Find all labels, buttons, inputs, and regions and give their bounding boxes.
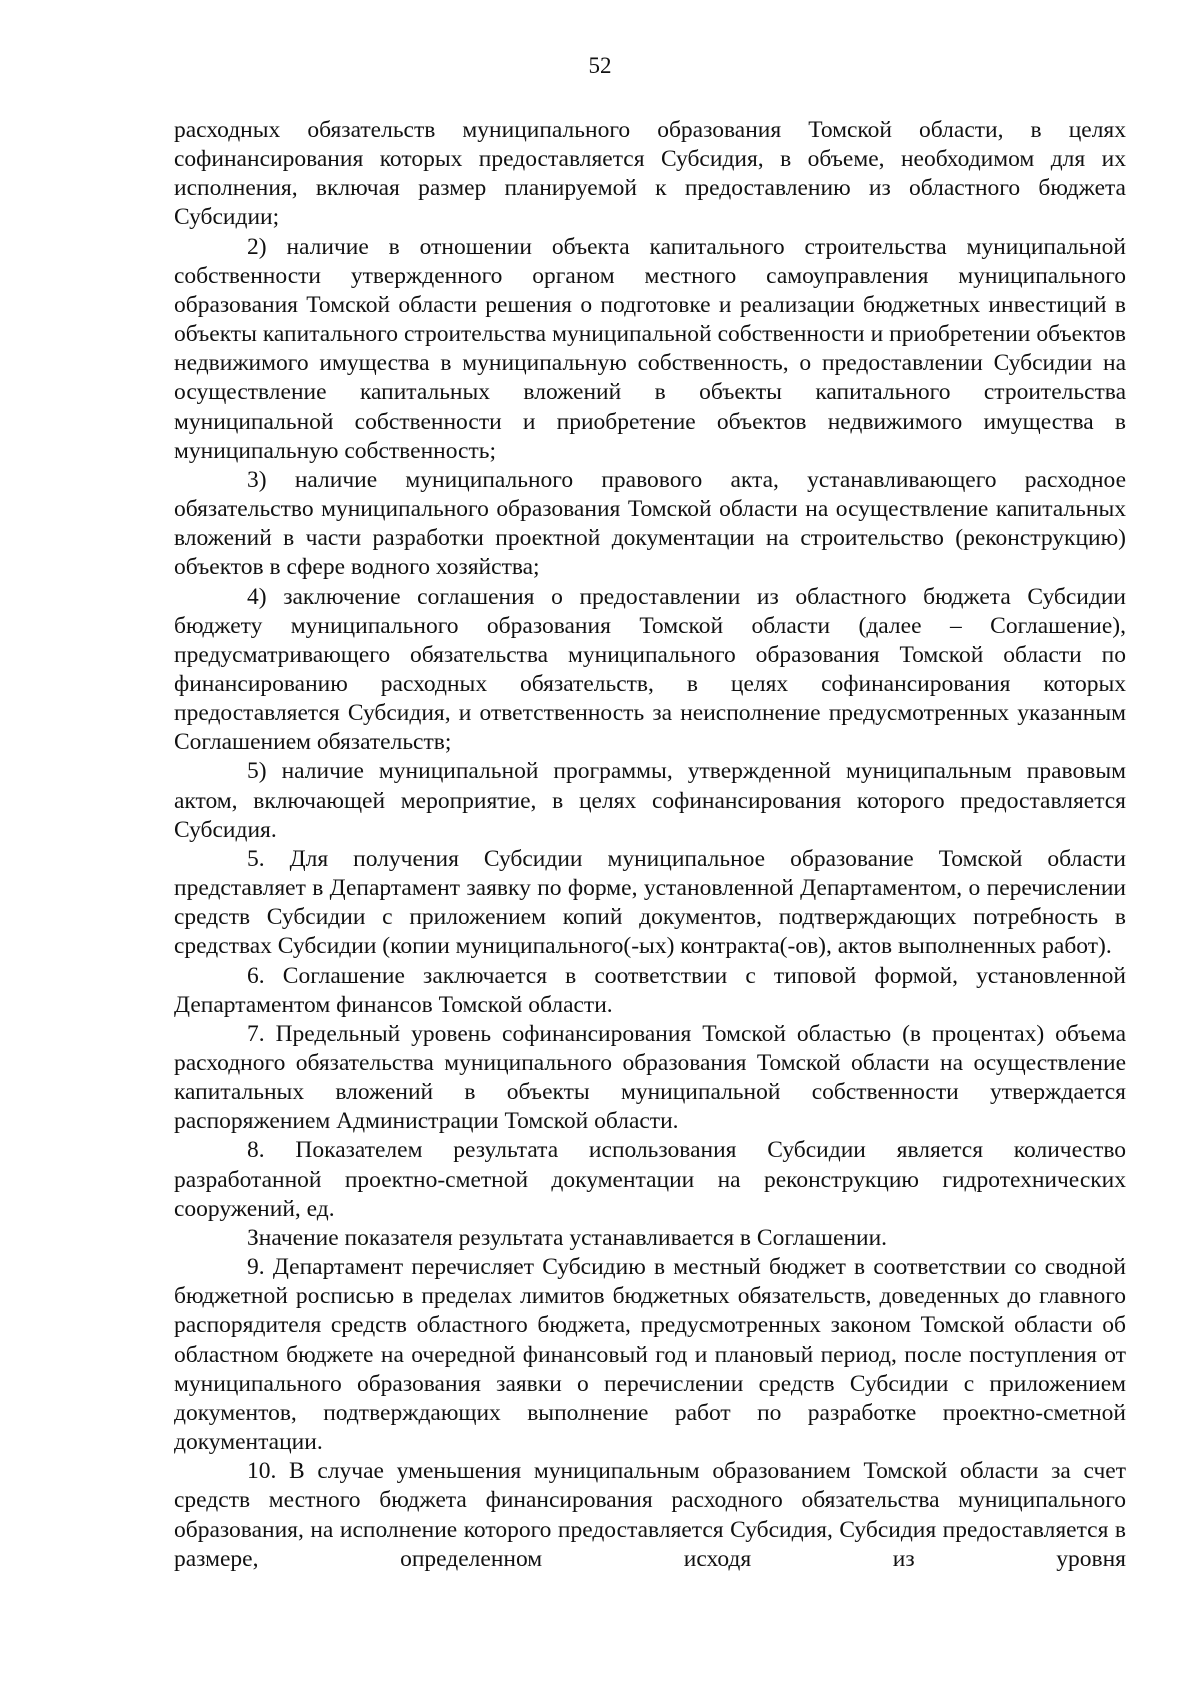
- paragraph-clause-5: 5. Для получения Субсидии муниципальное образование Томской области представляет в Департамент заявку по форме, установленной Департаментом, о перечислении средств Субсидии с приложением копий документов, подтверждающих потребность в средствах Субсидии (копии муниципального(-ых) контракта(-ов), актов выполненных работ).: [174, 845, 1126, 960]
- paragraph-item-3: 3) наличие муниципального правового акта, устанавливающего расходное обязательство муниципального образования Томской области на осуществление капитальных вложений в части разработки проектной документации на строительство (реконструкцию) объектов в сфере водного хозяйства;: [174, 466, 1126, 581]
- paragraph-clause-8: 8. Показателем результата использования Субсидии является количество разработанной проектно-сметной документации на реконструкцию гидротехнических сооружений, ед.: [174, 1137, 1126, 1222]
- paragraph-item-5: 5) наличие муниципальной программы, утвержденной муниципальным правовым актом, включающей мероприятие, в целях софинансирования которого предоставляется Субсидия.: [174, 758, 1126, 843]
- paragraph-item-4: 4) заключение соглашения о предоставлении из областного бюджета Субсидии бюджету муниципального образования Томской области (далее – Соглашение), предусматривающего обязательства муниципального образования Томской области по финансированию расходных обязательств, в целях софинансирования которых предоставляется Субсидия, и ответственность за неисполнение предусмотренных указанным Соглашением обязательств;: [174, 583, 1126, 756]
- paragraph-clause-10: 10. В случае уменьшения муниципальным образованием Томской области за счет средств местного бюджета финансирования расходного обязательства муниципального образования, на исполнение которого предоставляется Субсидия, Субсидия предоставляется в размере, определенном исходя из уровня: [174, 1458, 1126, 1572]
- page-number: 52: [588, 53, 612, 78]
- paragraph-indicator-value: Значение показателя результата устанавливается в Соглашении.: [247, 1224, 888, 1251]
- paragraph-continuation: расходных обязательств муниципального образования Томской области, в целях софинансирования которых предоставляется Субсидия, в объеме, необходимом для их исполнения, включая размер планируемой к предоставлению из областного бюджета Субсидии;: [174, 117, 1126, 231]
- paragraph-clause-6: 6. Соглашение заключается в соответствии с типовой формой, установленной Департаментом финансов Томской области.: [174, 962, 1126, 1018]
- paragraph-item-2: 2) наличие в отношении объекта капитального строительства муниципальной собственности утвержденного органом местного самоуправления муниципального образования Томской области решения о подготовке и реализации бюджетных инвестиций в объекты капитального строительства муниципальной собственности и приобретении объектов недвижимого имущества в муниципальную собственность, о предоставлении Субсидии на осуществление капитальных вложений в объекты капитального строительства муниципальной собственности и приобретение объектов недвижимого имущества в муниципальную собственность;: [174, 233, 1126, 464]
- paragraph-clause-7: 7. Предельный уровень софинансирования Томской областью (в процентах) объема расходного обязательства муниципального образования Томской области на осуществление капитальных вложений в объекты муниципальной собственности утверждается распоряжением Администрации Томской области.: [174, 1020, 1126, 1135]
- document-body: [174, 116, 1126, 1574]
- paragraph-clause-9: 9. Департамент перечисляет Субсидию в местный бюджет в соответствии со сводной бюджетной росписью в пределах лимитов бюджетных обязательств, доведенных до главного распорядителя средств областного бюджета, предусмотренных законом Томской области об областном бюджете на очередной финансовый год и плановый период, после поступления от муниципального образования заявки о перечислении средств Субсидии с приложением документов, подтверждающих выполнение работ по разработке проектно-сметной документации.: [174, 1254, 1126, 1456]
